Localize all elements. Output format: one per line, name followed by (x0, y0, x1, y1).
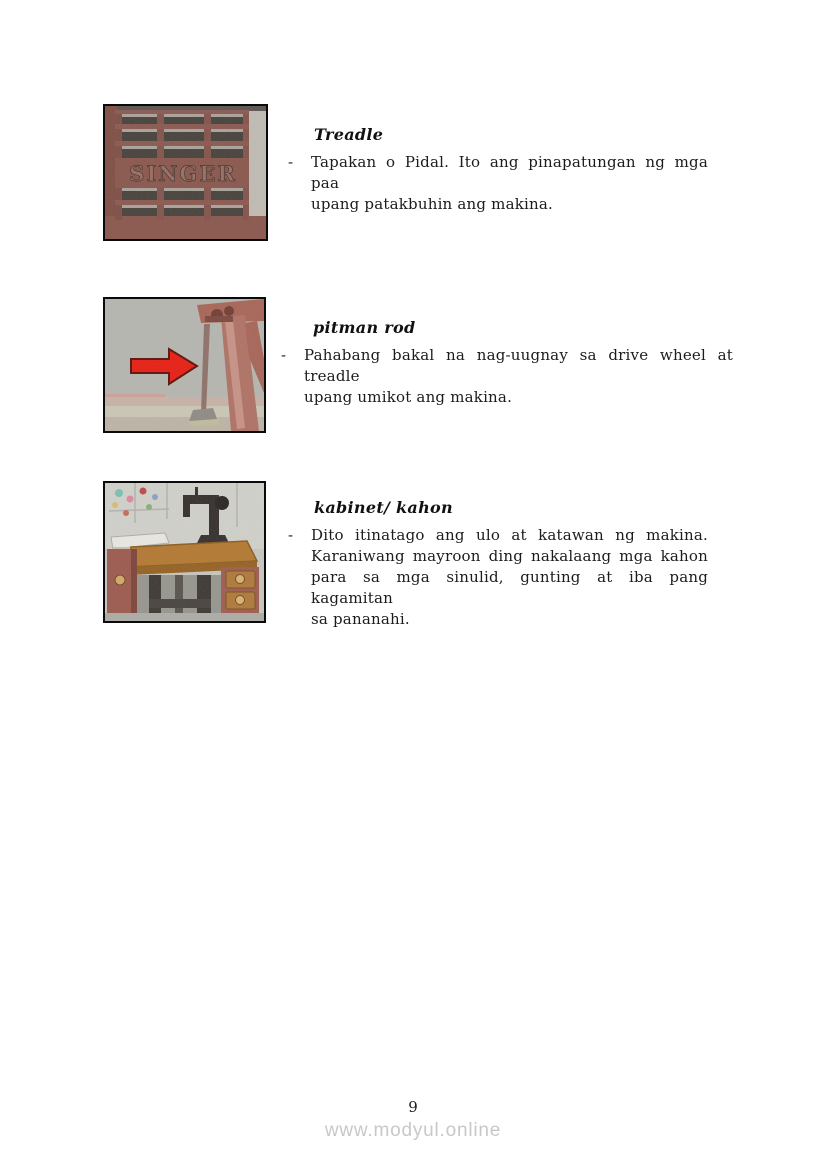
section-treadle (283, 125, 708, 215)
section-cabinet (283, 498, 708, 630)
bullet-item (283, 525, 708, 630)
section-body (311, 152, 708, 215)
body-line: upang umikot ang makina. (304, 388, 513, 406)
page-number: 9 (408, 1098, 418, 1116)
cabinet-photo (103, 481, 266, 623)
cabinet-photo-illustration (105, 483, 264, 621)
singer-logo-text: SINGER (129, 161, 237, 186)
bullet-item (276, 345, 733, 408)
section-heading: Treadle (314, 125, 384, 144)
watermark-text: www.modyul.online (324, 1120, 502, 1141)
section-heading: kabinet/ kahon (314, 498, 453, 517)
body-line: sa pananahi. (311, 610, 410, 628)
treadle-photo (103, 104, 268, 241)
bullet-dash: - (288, 153, 294, 171)
body-line: upang patakbuhin ang makina. (311, 195, 553, 213)
body-line: Pahabang bakal na nag-uugnay sa drive wheel at treadle (304, 346, 733, 385)
body-line: Tapakan o Pidal. Ito ang pinapatungan ng mga paa (311, 153, 708, 192)
pitman-rod-photo-illustration (105, 299, 264, 431)
body-line: Dito itinatago ang ulo at katawan ng makina. (311, 526, 708, 544)
bullet-dash: - (288, 526, 294, 544)
bullet-item (283, 152, 708, 215)
section-body (311, 525, 708, 630)
section-body (304, 345, 733, 408)
section-heading: pitman rod (313, 318, 416, 337)
treadle-photo-illustration (105, 106, 266, 239)
section-pitman-rod (276, 318, 733, 408)
pitman-rod-photo (103, 297, 266, 433)
body-line: para sa mga sinulid, gunting at iba pang kagamitan (311, 568, 708, 607)
body-line: Karaniwang mayroon ding nakalaang mga kahon (311, 547, 708, 565)
bullet-dash: - (281, 346, 287, 364)
